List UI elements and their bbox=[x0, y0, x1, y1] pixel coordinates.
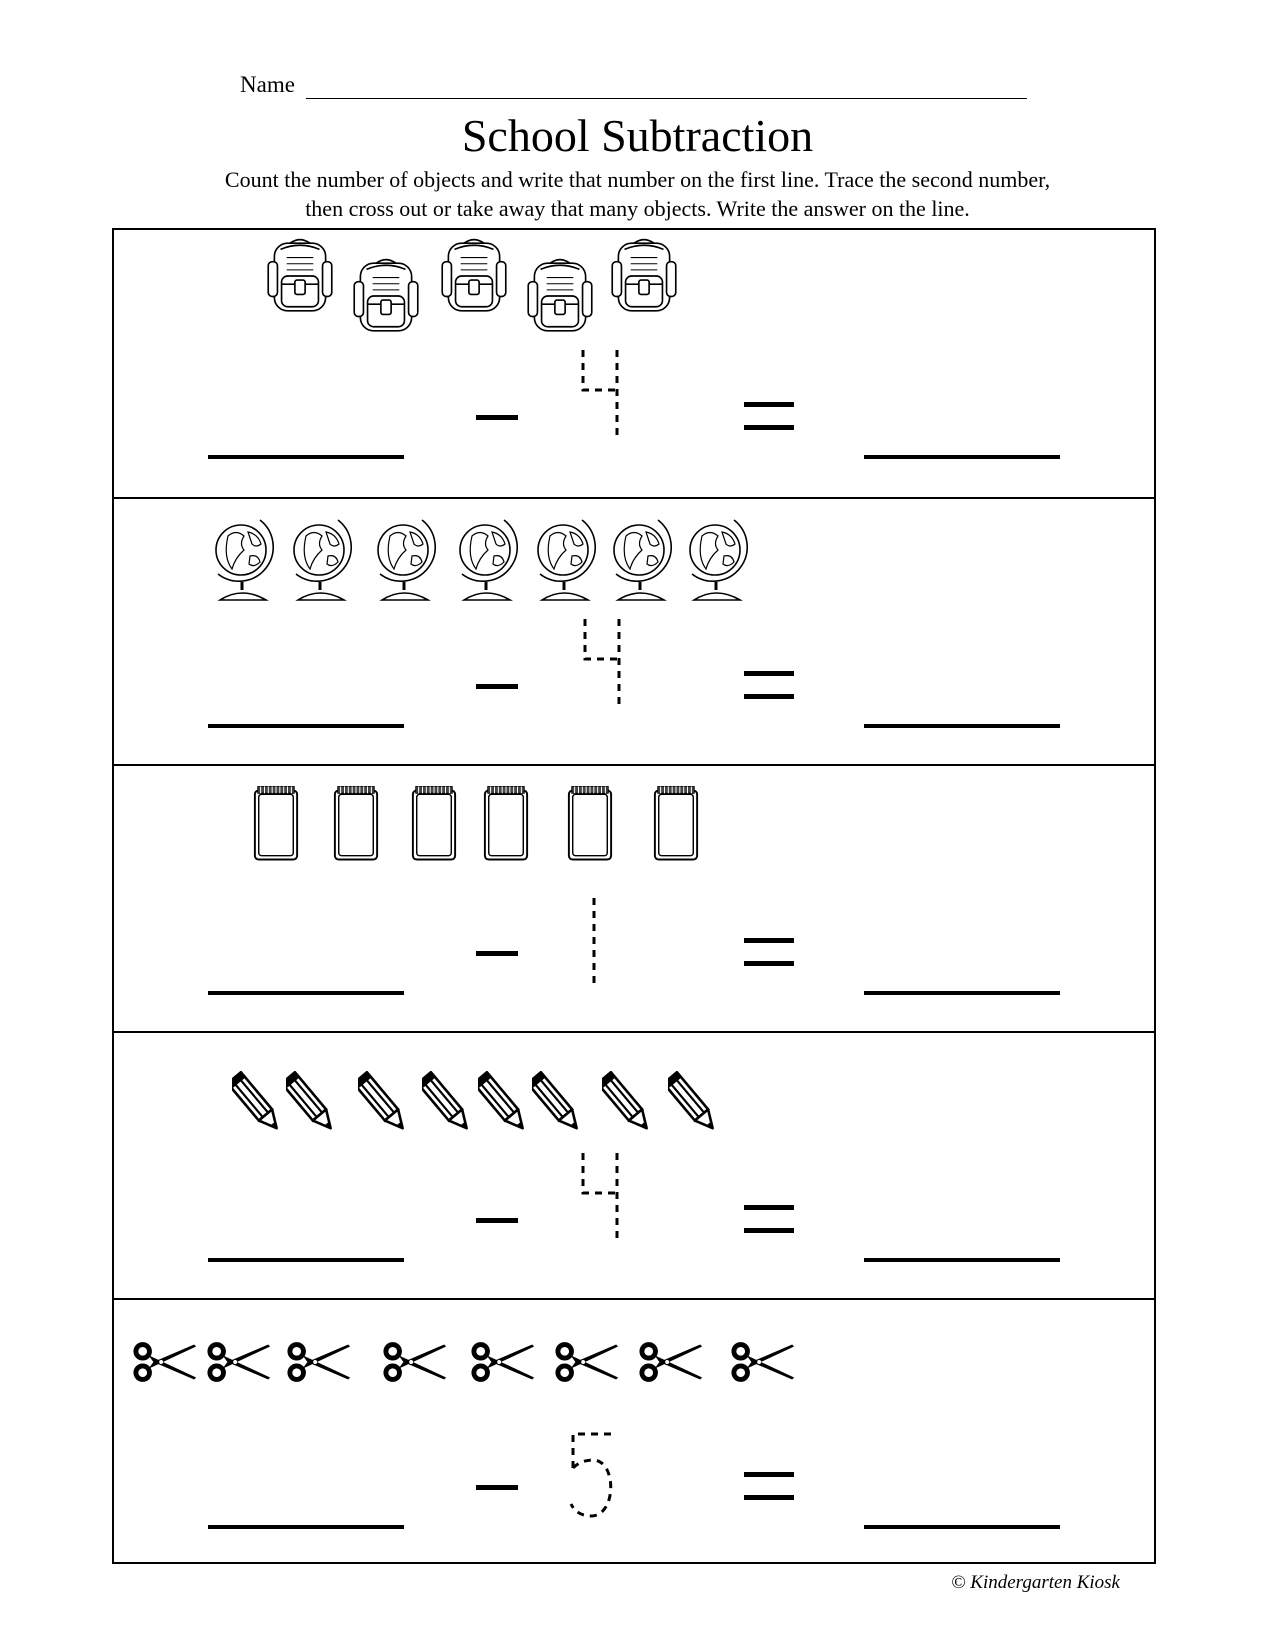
scissors-icon[interactable] bbox=[554, 1340, 622, 1384]
equals-sign bbox=[744, 938, 794, 966]
scissors-icon[interactable] bbox=[638, 1340, 706, 1384]
scissors-icon[interactable] bbox=[132, 1340, 200, 1384]
notepad-icon[interactable] bbox=[566, 784, 614, 864]
pencil-icon[interactable] bbox=[358, 1071, 410, 1133]
pencil-icon[interactable] bbox=[286, 1071, 338, 1133]
notepad-icon[interactable] bbox=[332, 784, 380, 864]
globe-icon[interactable] bbox=[530, 514, 600, 604]
count-answer-line[interactable] bbox=[208, 1525, 404, 1529]
instructions-line-1: Count the number of objects and write that number on the first line. Trace the second number, bbox=[224, 167, 1051, 192]
result-answer-line[interactable] bbox=[864, 1525, 1060, 1529]
minus-sign bbox=[476, 415, 518, 420]
notepad-icon[interactable] bbox=[410, 784, 458, 864]
count-answer-line[interactable] bbox=[208, 455, 404, 459]
result-answer-line[interactable] bbox=[864, 991, 1060, 995]
globe-icon[interactable] bbox=[606, 514, 676, 604]
copyright: © Kindergarten Kiosk bbox=[951, 1572, 1120, 1593]
trace-number-1[interactable] bbox=[559, 896, 629, 986]
scissors-icon[interactable] bbox=[382, 1340, 450, 1384]
notepad-icon[interactable] bbox=[482, 784, 530, 864]
globe-icon[interactable] bbox=[208, 514, 278, 604]
trace-number-4[interactable] bbox=[571, 617, 641, 707]
count-answer-line[interactable] bbox=[208, 724, 404, 728]
problem-row-3 bbox=[114, 764, 1154, 1033]
result-answer-line[interactable] bbox=[864, 724, 1060, 728]
equals-sign bbox=[744, 402, 794, 430]
problem-row-2 bbox=[114, 497, 1154, 766]
trace-number-5[interactable] bbox=[559, 1430, 629, 1520]
scissors-icon[interactable] bbox=[730, 1340, 798, 1384]
minus-sign bbox=[476, 1218, 518, 1223]
equals-sign bbox=[744, 671, 794, 699]
result-answer-line[interactable] bbox=[864, 455, 1060, 459]
scissors-icon[interactable] bbox=[206, 1340, 274, 1384]
equals-sign bbox=[744, 1472, 794, 1500]
name-label: Name bbox=[240, 72, 295, 97]
trace-number-4[interactable] bbox=[569, 1151, 639, 1241]
equals-sign bbox=[744, 1205, 794, 1233]
globe-icon[interactable] bbox=[682, 514, 752, 604]
notepad-icon[interactable] bbox=[252, 784, 300, 864]
backpack-icon[interactable] bbox=[524, 255, 596, 337]
problem-row-4 bbox=[114, 1031, 1154, 1300]
scissors-icon[interactable] bbox=[470, 1340, 538, 1384]
page-title: School Subtraction bbox=[461, 110, 814, 161]
pencil-icon[interactable] bbox=[422, 1071, 474, 1133]
pencil-icon[interactable] bbox=[602, 1071, 654, 1133]
globe-icon[interactable] bbox=[452, 514, 522, 604]
name-row bbox=[240, 72, 1040, 106]
problem-row-1 bbox=[114, 230, 1154, 497]
result-answer-line[interactable] bbox=[864, 1258, 1060, 1262]
name-input-line[interactable] bbox=[306, 98, 1027, 99]
pencil-icon[interactable] bbox=[532, 1071, 584, 1133]
count-answer-line[interactable] bbox=[208, 991, 404, 995]
notepad-icon[interactable] bbox=[652, 784, 700, 864]
pencil-icon[interactable] bbox=[232, 1071, 284, 1133]
pencil-icon[interactable] bbox=[478, 1071, 530, 1133]
backpack-icon[interactable] bbox=[264, 235, 336, 317]
minus-sign bbox=[476, 951, 518, 956]
count-answer-line[interactable] bbox=[208, 1258, 404, 1262]
globe-icon[interactable] bbox=[286, 514, 356, 604]
scissors-icon[interactable] bbox=[286, 1340, 354, 1384]
trace-number-4[interactable] bbox=[569, 348, 639, 438]
worksheet bbox=[112, 228, 1156, 1564]
instructions bbox=[120, 165, 1155, 223]
problem-row-5 bbox=[114, 1298, 1154, 1567]
globe-icon[interactable] bbox=[370, 514, 440, 604]
backpack-icon[interactable] bbox=[608, 235, 680, 317]
instructions-line-2: then cross out or take away that many objects. Write the answer on the line. bbox=[305, 196, 970, 221]
minus-sign bbox=[476, 1485, 518, 1490]
minus-sign bbox=[476, 684, 518, 689]
pencil-icon[interactable] bbox=[668, 1071, 720, 1133]
backpack-icon[interactable] bbox=[438, 235, 510, 317]
backpack-icon[interactable] bbox=[350, 255, 422, 337]
